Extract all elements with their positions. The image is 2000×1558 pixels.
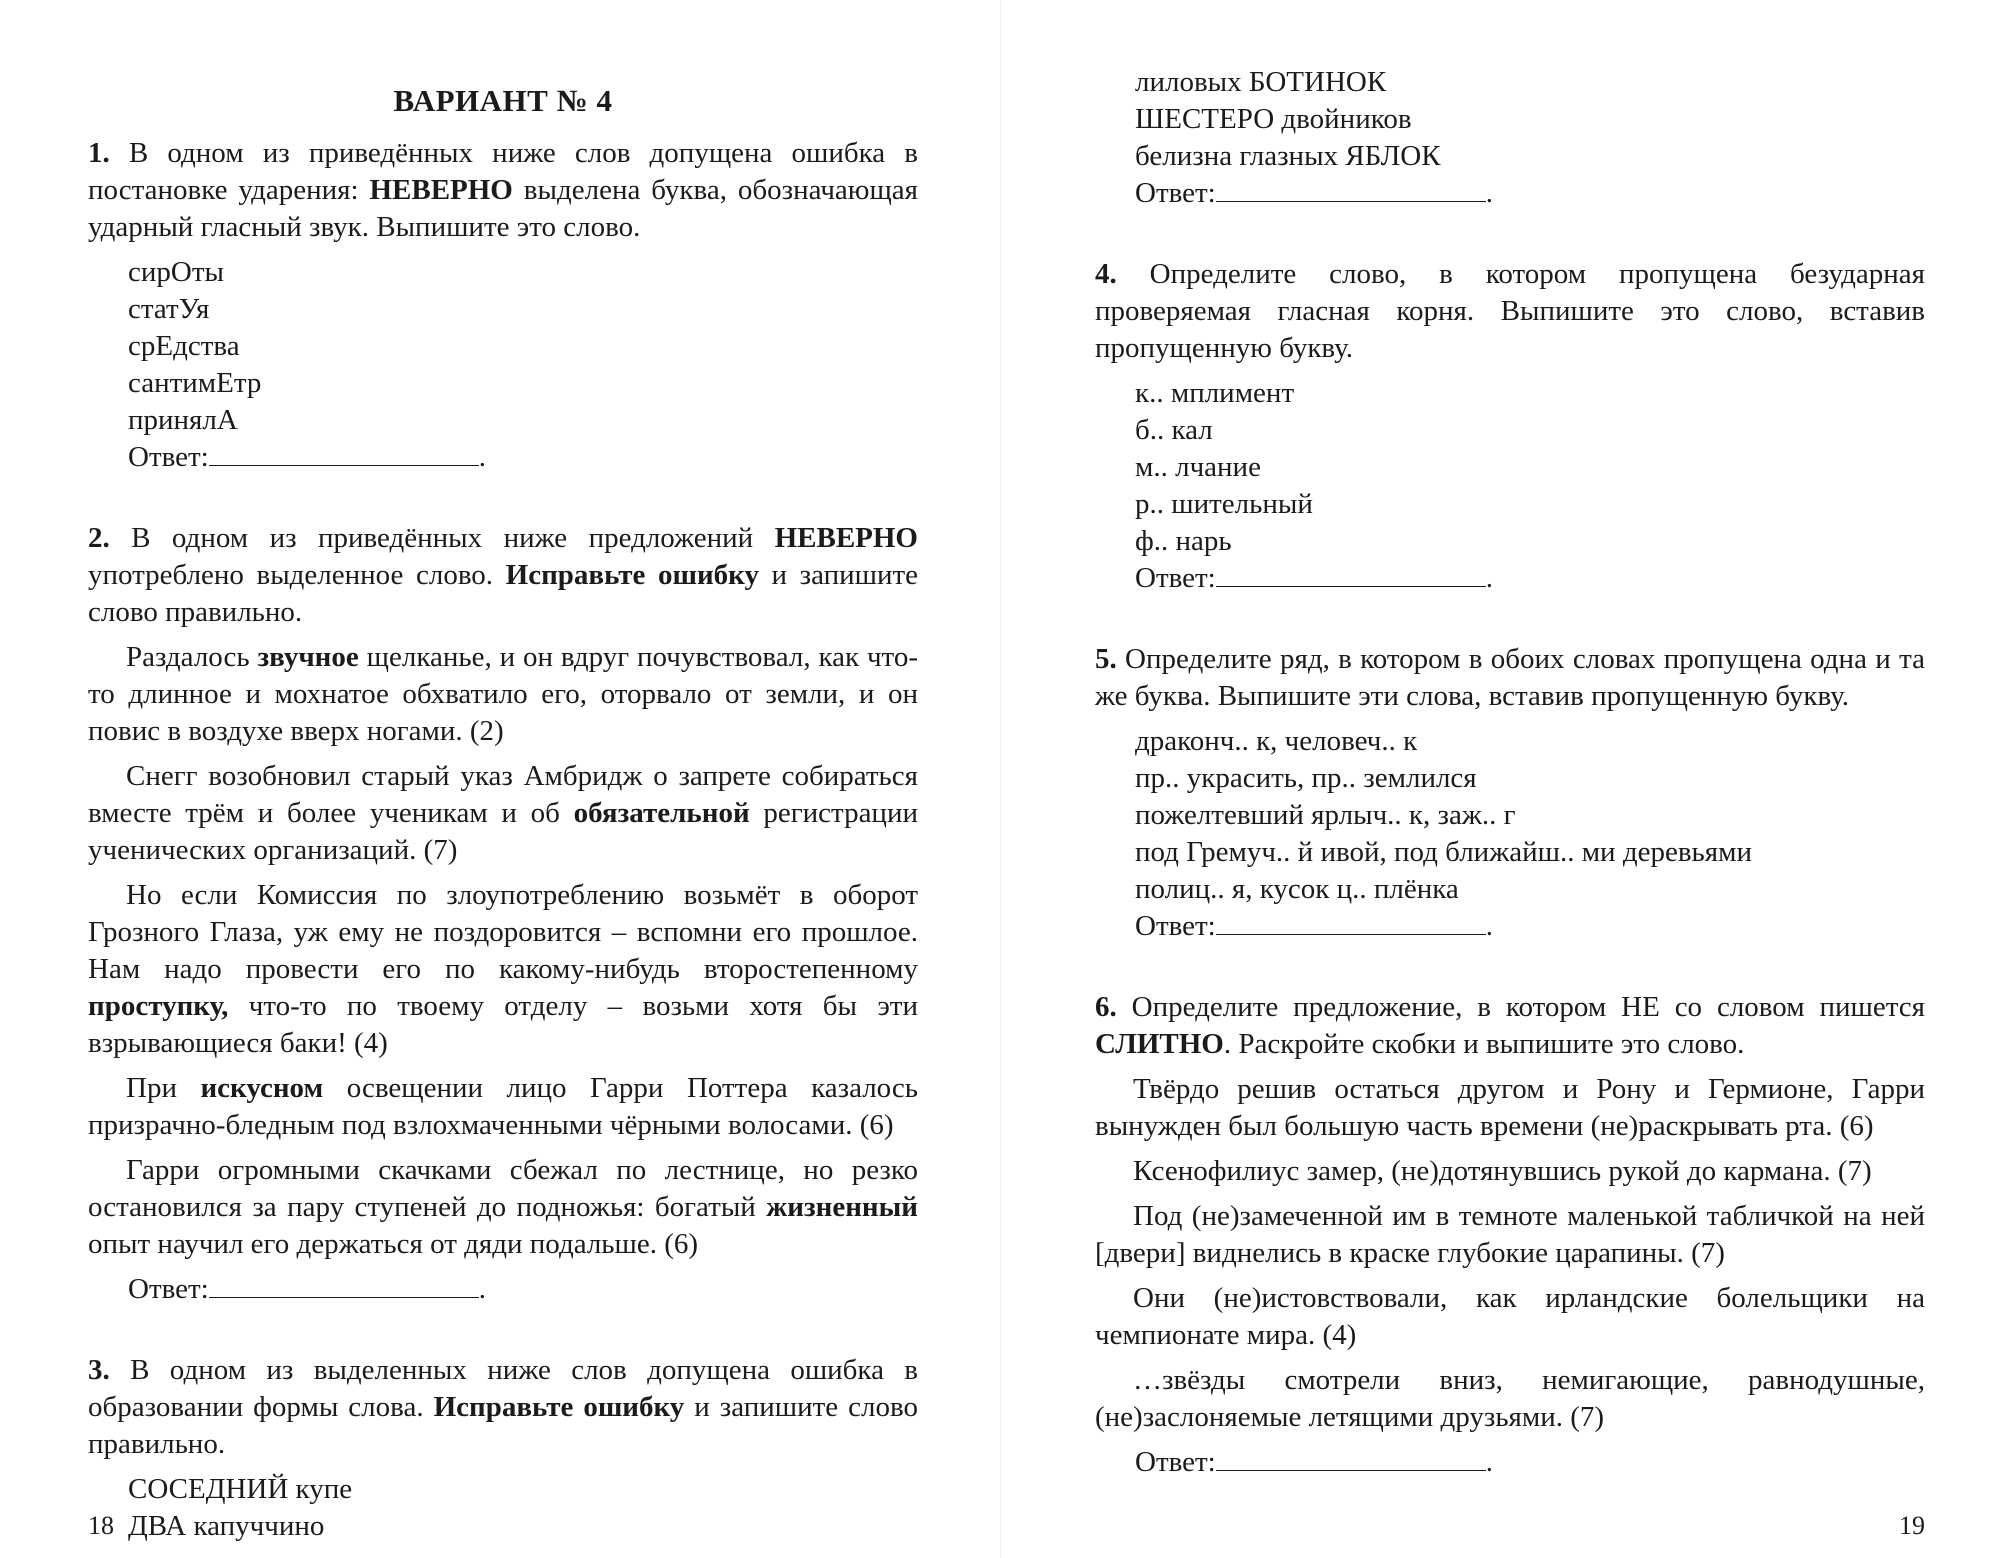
sentence-paragraph: [88, 1152, 918, 1263]
task-bold-text: НЕВЕРНО: [369, 174, 513, 206]
answer-line[interactable]: [209, 439, 479, 466]
sentence-paragraph: [88, 639, 918, 750]
task-text-part: В одном из приведённых ниже предложений: [109, 522, 775, 554]
task-text-part: и запишите слово правильно.: [88, 1391, 918, 1460]
task-4: [1095, 256, 1925, 597]
option-item: м.. лчание: [1135, 451, 1261, 483]
task-number: 5.: [1095, 643, 1117, 675]
task-6-text: [1095, 989, 1925, 1063]
left-page: [88, 0, 918, 1558]
option-item: ДВА капуччино: [128, 1510, 325, 1542]
sentence-paragraph: Твёрдо решив остаться другом и Рону и Гермионе, Гарри вынужден был большую часть времени (не)раскрывать рта. (6): [1095, 1073, 1925, 1142]
answer-field: [1095, 908, 1925, 945]
option-item: б.. кал: [1135, 414, 1213, 446]
option-item: ф.. нарь: [1135, 525, 1232, 557]
task-1: [88, 135, 918, 476]
sentence-paragraph: [88, 1070, 918, 1144]
answer-label: Ответ:: [1135, 910, 1216, 942]
task-number: 1.: [88, 137, 110, 169]
answer-period: .: [1485, 1446, 1493, 1478]
sentence-part: Раздалось: [126, 641, 258, 673]
answer-field: [1095, 1444, 1925, 1481]
task-text-part: и запишите слово правильно.: [88, 559, 919, 628]
answer-field: [88, 1271, 918, 1308]
option-item: пожелтевший ярлыч.. к, заж.. г: [1135, 799, 1516, 831]
option-item: СОСЕДНИЙ купе: [128, 1473, 353, 1505]
answer-line[interactable]: [1216, 560, 1486, 587]
task-1-options: [88, 254, 918, 439]
page-gutter: [1000, 0, 1001, 1558]
option-item: р.. шительный: [1135, 488, 1313, 520]
answer-label: Ответ:: [128, 441, 209, 473]
task-text-part: Определите предложение, в котором НЕ со словом пишется: [1116, 991, 1925, 1023]
task-bold-text: Исправьте ошибку: [505, 559, 759, 591]
option-item: полиц.. я, кусок ц.. плёнка: [1135, 873, 1459, 905]
task-number: 2.: [88, 522, 110, 554]
answer-field: [1095, 175, 1925, 212]
option-item: принялА: [128, 404, 238, 436]
option-item: сирОты: [128, 256, 224, 288]
answer-period: .: [478, 441, 486, 473]
task-4-text: [1095, 256, 1925, 367]
variant-title: ВАРИАНТ № 4: [393, 83, 613, 118]
task-bold-text: СЛИТНО: [1095, 1028, 1224, 1060]
answer-label: Ответ:: [1135, 177, 1216, 209]
task-number: 4.: [1095, 258, 1117, 290]
sentence-paragraph: Они (не)истовствовали, как ирландские болельщики на чемпионате мира. (4): [1095, 1282, 1925, 1351]
answer-period: .: [1485, 910, 1493, 942]
option-item: белизна глазных ЯБЛОК: [1135, 140, 1441, 172]
task-3-options: [88, 1471, 918, 1545]
highlighted-word: искусном: [200, 1072, 324, 1104]
task-5-text: [1095, 641, 1925, 715]
task-2-text: [88, 520, 918, 631]
answer-field: [1095, 560, 1925, 597]
task-number: 6.: [1095, 991, 1117, 1023]
sentence-paragraph: [88, 758, 918, 869]
sentence-paragraph: Под (не)замеченной им в темноте маленькой табличкой на ней [двери] виднелись в краске глубокие царапины. (7): [1095, 1200, 1925, 1269]
page-number-right: 19: [1899, 1511, 1925, 1540]
task-text-part: Определите ряд, в котором в обоих словах пропущена одна и та же буква. Выпишите эти слова, вставив пропущенную букву.: [1095, 643, 1925, 712]
option-item: статУя: [128, 293, 210, 325]
answer-label: Ответ:: [128, 1273, 209, 1305]
answer-line[interactable]: [209, 1271, 479, 1298]
task-text-part: . Раскройте скобки и выпишите это слово.: [1223, 1028, 1745, 1060]
option-item: пр.. украсить, пр.. землился: [1135, 762, 1477, 794]
answer-line[interactable]: [1216, 175, 1486, 202]
sentence-part: При: [126, 1072, 201, 1104]
answer-line[interactable]: [1216, 1444, 1486, 1471]
task-5: [1095, 641, 1925, 945]
sentence-part: Гарри огромными скачками сбежал по лестнице, но резко остановился за пару ступеней до подножья: богатый: [88, 1154, 918, 1223]
answer-line[interactable]: [1216, 908, 1486, 935]
option-item: драконч.. к, человеч.. к: [1135, 725, 1418, 757]
answer-period: .: [1485, 177, 1493, 209]
task-text-part: употреблено выделенное слово.: [88, 559, 506, 591]
option-item: сантимЕтр: [128, 367, 262, 399]
task-6: [1095, 989, 1925, 1481]
sentence-paragraph: Ксенофилиус замер, (не)дотянувшись рукой до кармана. (7): [1133, 1155, 1872, 1187]
option-item: ШЕСТЕРО двойников: [1135, 103, 1412, 135]
answer-label: Ответ:: [1135, 1446, 1216, 1478]
task-5-options: [1095, 723, 1925, 908]
page-number-left: 18: [88, 1511, 114, 1540]
task-2: [88, 520, 918, 1308]
option-item: к.. мплимент: [1135, 377, 1295, 409]
answer-period: .: [1485, 562, 1493, 594]
task-text-part: В одном из выделенных ниже слов допущена ошибка в образовании формы слова.: [88, 1354, 918, 1423]
task-number: 3.: [88, 1354, 110, 1386]
sentence-paragraph: …звёзды смотрели вниз, немигающие, равнодушные, (не)заслоняемые летящими друзьями. (7): [1095, 1364, 1925, 1433]
sentence-part: что-то по твоему отделу – возьми хотя бы эти взрывающиеся баки! (4): [88, 990, 918, 1059]
sentence-part: Но если Комиссия по злоупотреблению возьмёт в оборот Грозного Глаза, уж ему не поздоровится – вспомни его прошлое. Нам надо провести его по какому-нибудь второстепенному: [88, 879, 918, 985]
right-page: [1095, 0, 1925, 1558]
task-bold-text: НЕВЕРНО: [774, 522, 918, 554]
sentence-part: Снегг возобновил старый указ Амбридж о запрете собираться вместе трём и более ученикам и об: [88, 760, 918, 829]
highlighted-word: жизненный: [766, 1191, 918, 1223]
option-item: срЕдства: [128, 330, 240, 362]
sentence-part: опыт научил его держаться от дяди подальше. (6): [88, 1228, 699, 1260]
sentence-paragraph: [88, 877, 918, 1062]
highlighted-word: проступку,: [88, 990, 229, 1022]
highlighted-word: обязательной: [573, 797, 750, 829]
option-item: лиловых БОТИНОК: [1135, 66, 1387, 98]
answer-field: [88, 439, 918, 476]
task-text-part: В одном из приведённых ниже слов допущена ошибка в постановке ударения:: [88, 137, 918, 206]
task-text-part: Определите слово, в котором пропущена безударная проверяемая гласная корня. Выпишите это слово, вставив пропущенную букву.: [1095, 258, 1925, 364]
task-3-text: [88, 1352, 918, 1463]
option-item: под Гремуч.. й ивой, под ближайш.. ми деревьями: [1135, 836, 1752, 868]
sentence-part: щелканье, и он вдруг почувствовал, как что-то длинное и мохнатое обхватило его, оторвало от земли, и он повис в воздухе вверх ногами. (2): [88, 641, 919, 747]
task-1-text: [88, 135, 918, 246]
task-3: [88, 1352, 918, 1545]
sentence-part: освещении лицо Гарри Поттера казалось призрачно-бледным под взлохмаченными чёрными волосами. (6): [88, 1072, 918, 1141]
task-4-options: [1095, 375, 1925, 560]
task-3-options-continued: [1095, 64, 1925, 175]
highlighted-word: звучное: [257, 641, 359, 673]
task-text-part: выделена буква, обозначающая ударный гласный звук. Выпишите это слово.: [88, 174, 918, 243]
sentence-part: регистрации ученических организаций. (7): [88, 797, 918, 866]
answer-period: .: [478, 1273, 486, 1305]
task-bold-text: Исправьте ошибку: [433, 1391, 685, 1423]
answer-label: Ответ:: [1135, 562, 1216, 594]
task-3-continued: [1095, 64, 1925, 212]
